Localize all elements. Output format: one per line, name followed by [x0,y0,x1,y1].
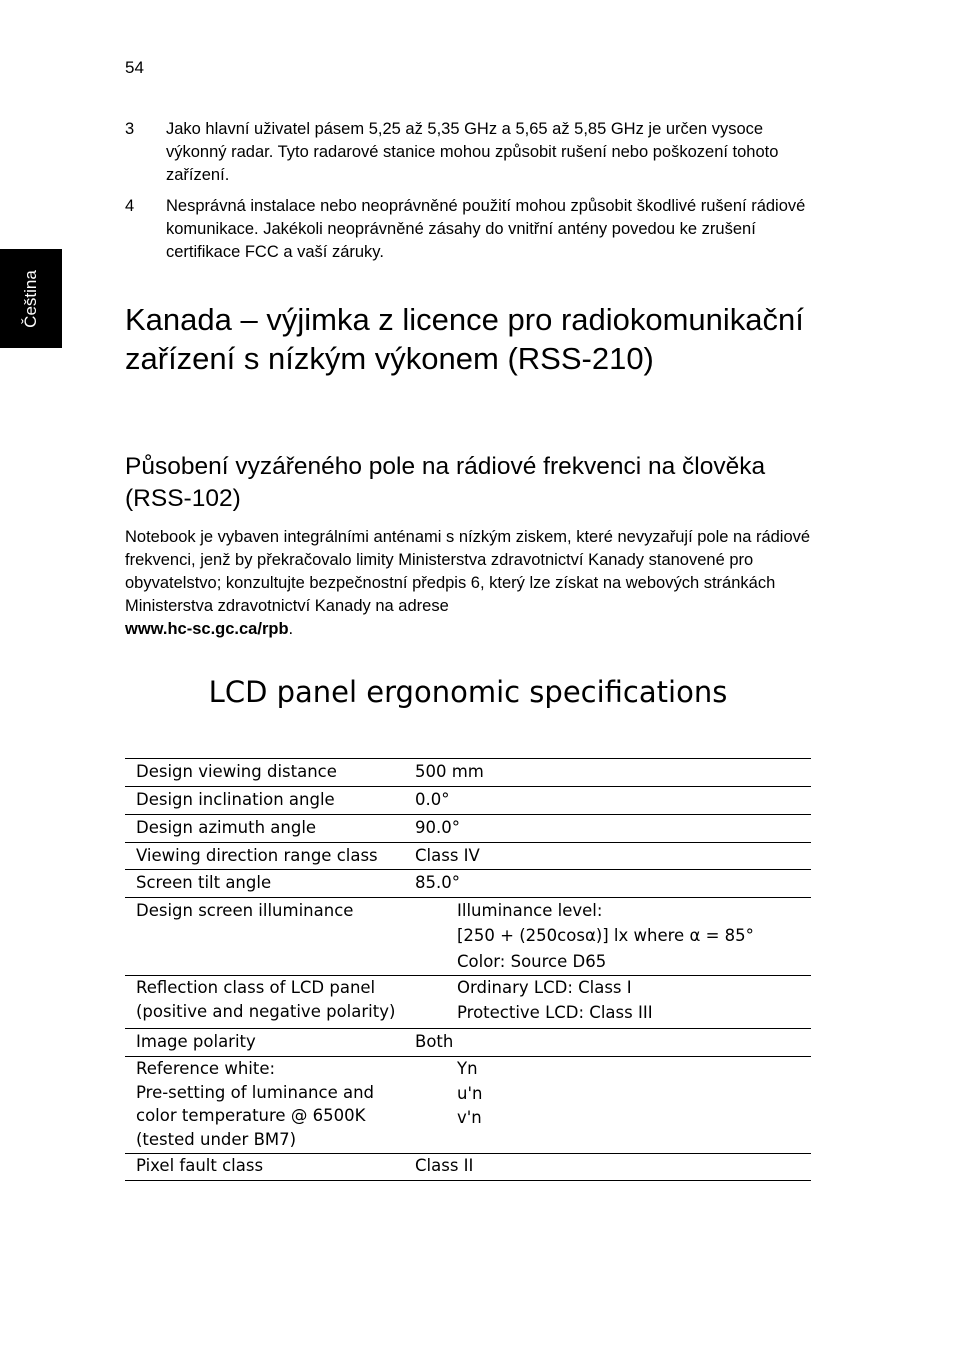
footnote-3 [125,118,815,187]
footnote-text: Jako hlavní uživatel pásem 5,25 až 5,35 GHz a 5,65 až 5,85 GHz je určen vysoce výkonný radar. Tyto radarové stanice mohou způsobit rušení nebo poškození tohoto zařízení. [166,120,779,184]
health-canada-url: www.hc-sc.gc.ca/rpb [125,620,289,638]
spec-value-line: Illuminance level: [457,901,603,920]
footnote-number: 4 [125,197,135,215]
table-row [125,815,811,843]
table-row [125,898,811,976]
table-row [125,787,811,815]
spec-label: Design azimuth angle [136,818,317,837]
spec-value [415,976,811,1028]
spec-label [125,976,415,1028]
table-row [125,870,811,898]
language-tab [0,249,62,348]
paragraph-end: . [288,620,294,638]
table-row [125,1057,811,1154]
spec-value [415,899,811,975]
rf-exposure-paragraph [125,526,825,641]
spec-value: 500 mm [415,762,484,781]
spec-value: Class IV [415,846,480,865]
spec-label-line: (tested under BM7) [136,1129,297,1149]
spec-value-line: v'n [457,1108,482,1127]
spec-value: Both [415,1032,454,1051]
spec-value-line: [250 + (250cosα)] lx where α = 85° [457,925,754,945]
lcd-spec-table [125,758,811,1181]
page-number: 54 [125,58,144,77]
spec-label [125,1057,415,1153]
spec-label: Viewing direction range class [136,846,378,865]
spec-label-line: (positive and negative polarity) [136,1001,396,1021]
spec-value: 0.0° [415,790,450,809]
spec-value: 85.0° [415,873,460,892]
spec-label: Design inclination angle [136,790,335,809]
spec-label: Image polarity [136,1032,256,1051]
spec-value-line: Yn [457,1059,478,1078]
subsection-heading-rf-exposure: Působení vyzářeného pole na rádiové frekvenci na člověka (RSS-102) [125,453,766,512]
spec-label: Screen tilt angle [136,873,272,892]
paragraph-text: Notebook je vybaven integrálními anténami s nízkým ziskem, které nevyzařují pole na rádiové frekvenci, jenž by překračovalo limity Ministerstva zdravotnictví Kanady stanovené pro obyvatelstvo; konzultujte bezpečnostní předpis 6, který lze získat na webových stránkách Ministerstva zdravotnictví Kanady na adrese [125,528,811,615]
table-row [125,976,811,1029]
spec-value: Class II [415,1156,474,1175]
spec-value-line: Color: Source D65 [457,952,607,971]
spec-label-line: Pre-setting of luminance and [136,1082,375,1102]
spec-label: Design screen illuminance [136,901,354,920]
table-row [125,843,811,870]
table-row [125,1029,811,1057]
spec-label: Pixel fault class [136,1156,264,1175]
spec-label-line: color temperature @ 6500K [136,1106,366,1125]
spec-value-line: u'n [457,1083,483,1103]
table-row [125,759,811,787]
spec-label: Design viewing distance [136,762,337,781]
footnote-number: 3 [125,120,135,138]
lcd-spec-heading: LCD panel ergonomic specifications [208,675,728,709]
spec-value [415,1057,811,1153]
spec-label-line: Reference white: [136,1059,276,1078]
section-heading-canada: Kanada – výjimka z licence pro radiokomunikační zařízení s nízkým výkonem (RSS-210) [125,302,804,376]
language-tab-label: Čeština [21,269,40,328]
spec-value: 90.0° [415,818,460,837]
spec-value-line: Ordinary LCD: Class I [457,978,632,997]
spec-label-line: Reflection class of LCD panel [136,978,376,997]
table-row [125,1154,811,1181]
footnote-4 [125,195,815,264]
spec-value-line: Protective LCD: Class III [457,1002,653,1022]
footnote-text: Nesprávná instalace nebo neoprávněné použití mohou způsobit škodlivé rušení rádiové komunikace. Jakékoli neoprávněné zásahy do vnitřní antény povedou ke zrušení certifikace FCC a vaší záruky. [166,197,806,261]
